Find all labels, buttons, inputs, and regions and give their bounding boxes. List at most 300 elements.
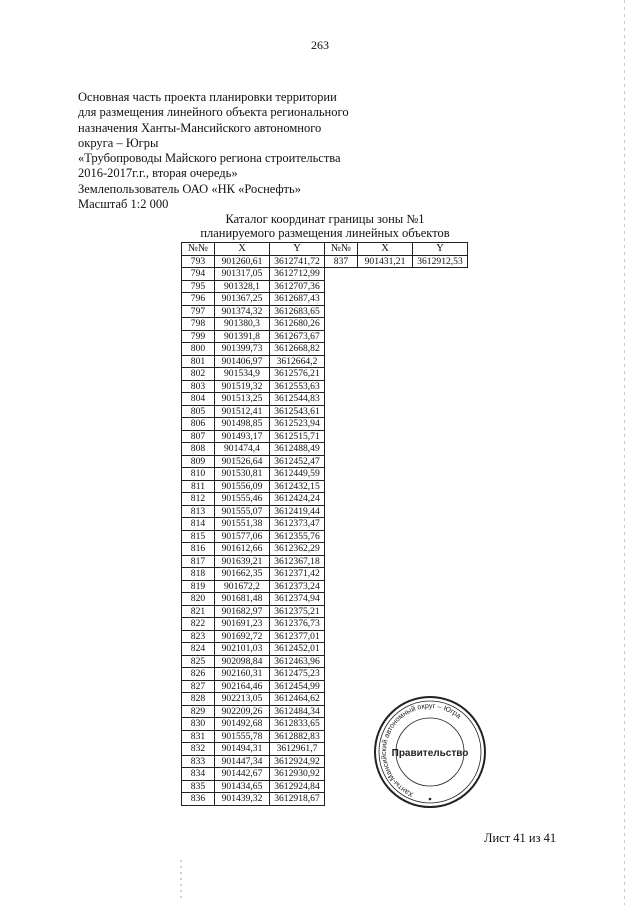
empty-cell <box>413 430 468 443</box>
table-row <box>182 305 468 318</box>
empty-cell <box>358 605 413 618</box>
catalog-title-line-2: планируемого размещения линейных объектов <box>200 226 450 240</box>
empty-cell <box>325 355 358 368</box>
official-seal <box>370 696 490 808</box>
y-coordinate: 3612833,65 <box>270 718 325 731</box>
empty-cell <box>413 268 468 281</box>
point-number: 798 <box>182 318 215 331</box>
table-row <box>182 618 468 631</box>
empty-cell <box>358 280 413 293</box>
table-row <box>182 418 468 431</box>
empty-cell <box>358 305 413 318</box>
point-number: 819 <box>182 580 215 593</box>
point-number: 833 <box>182 755 215 768</box>
x-coordinate: 901612,66 <box>215 543 270 556</box>
empty-cell <box>358 330 413 343</box>
table-row <box>182 393 468 406</box>
x-coordinate: 901474,4 <box>215 443 270 456</box>
point-number: 808 <box>182 443 215 456</box>
empty-cell <box>358 368 413 381</box>
empty-cell <box>358 493 413 506</box>
scan-artifact <box>180 860 182 900</box>
empty-cell <box>358 555 413 568</box>
empty-cell <box>413 480 468 493</box>
y-coordinate: 3612373,24 <box>270 580 325 593</box>
seal-dot <box>429 798 432 801</box>
empty-cell <box>358 580 413 593</box>
header-line: 2016-2017г.г., вторая очередь» <box>78 166 238 181</box>
point-number: 793 <box>182 255 215 268</box>
empty-cell <box>413 455 468 468</box>
column-header-y: Y <box>270 243 325 256</box>
x-coordinate: 901493,17 <box>215 430 270 443</box>
y-coordinate: 3612668,82 <box>270 343 325 356</box>
point-number: 825 <box>182 655 215 668</box>
seal-ring-text: Ханты-Мансийский автономный округ – Югра <box>378 700 464 800</box>
table-row <box>182 268 468 281</box>
x-coordinate: 901555,78 <box>215 730 270 743</box>
point-number: 804 <box>182 393 215 406</box>
empty-cell <box>413 618 468 631</box>
table-row <box>182 455 468 468</box>
y-coordinate: 3612452,47 <box>270 455 325 468</box>
y-coordinate: 3612367,18 <box>270 555 325 568</box>
empty-cell <box>413 505 468 518</box>
empty-cell <box>413 318 468 331</box>
empty-cell <box>413 630 468 643</box>
empty-cell <box>358 380 413 393</box>
header-line: назначения Ханты-Мансийского автономного <box>78 120 322 135</box>
empty-cell <box>413 568 468 581</box>
empty-cell <box>413 393 468 406</box>
empty-cell <box>413 330 468 343</box>
column-header-x-2: X <box>358 243 413 256</box>
empty-cell <box>325 668 358 681</box>
empty-cell <box>325 305 358 318</box>
table-row <box>182 405 468 418</box>
table-row <box>182 505 468 518</box>
empty-cell <box>413 493 468 506</box>
table-row <box>182 343 468 356</box>
empty-cell <box>325 393 358 406</box>
point-number: 830 <box>182 718 215 731</box>
table-row <box>182 643 468 656</box>
x-coordinate: 901406,97 <box>215 355 270 368</box>
y-coordinate: 3612918,67 <box>270 793 325 806</box>
scan-margin-line <box>624 0 625 905</box>
empty-cell <box>325 593 358 606</box>
empty-cell <box>325 443 358 456</box>
table-row <box>182 568 468 581</box>
empty-cell <box>413 355 468 368</box>
x-coordinate: 901492,68 <box>215 718 270 731</box>
table-row <box>182 593 468 606</box>
x-coordinate: 902213,05 <box>215 693 270 706</box>
x-coordinate: 901556,09 <box>215 480 270 493</box>
y-coordinate: 3612463,96 <box>270 655 325 668</box>
header-line: округа – Югры <box>78 135 159 150</box>
y-coordinate: 3612419,44 <box>270 505 325 518</box>
x-coordinate: 901513,25 <box>215 393 270 406</box>
x-coordinate: 901328,1 <box>215 280 270 293</box>
empty-cell <box>358 430 413 443</box>
empty-cell <box>325 430 358 443</box>
point-number-2: 837 <box>325 255 358 268</box>
point-number: 794 <box>182 268 215 281</box>
empty-cell <box>358 480 413 493</box>
x-coordinate: 901682,97 <box>215 605 270 618</box>
y-coordinate: 3612488,49 <box>270 443 325 456</box>
empty-cell <box>325 280 358 293</box>
empty-cell <box>358 343 413 356</box>
y-coordinate: 3612377,01 <box>270 630 325 643</box>
y-coordinate: 3612576,21 <box>270 368 325 381</box>
empty-cell <box>413 443 468 456</box>
empty-cell <box>413 405 468 418</box>
table-row <box>182 355 468 368</box>
column-header-y-2: Y <box>413 243 468 256</box>
x-coordinate-2: 901431,21 <box>358 255 413 268</box>
point-number: 829 <box>182 705 215 718</box>
x-coordinate: 901555,46 <box>215 493 270 506</box>
point-number: 824 <box>182 643 215 656</box>
empty-cell <box>325 793 358 806</box>
point-number: 823 <box>182 630 215 643</box>
y-coordinate: 3612673,67 <box>270 330 325 343</box>
y-coordinate: 3612373,47 <box>270 518 325 531</box>
x-coordinate: 901442,67 <box>215 768 270 781</box>
empty-cell <box>358 655 413 668</box>
x-coordinate: 901662,35 <box>215 568 270 581</box>
y-coordinate: 3612355,76 <box>270 530 325 543</box>
table-row <box>182 430 468 443</box>
empty-cell <box>358 293 413 306</box>
empty-cell <box>413 468 468 481</box>
point-number: 821 <box>182 605 215 618</box>
empty-cell <box>325 318 358 331</box>
empty-cell <box>413 580 468 593</box>
empty-cell <box>413 543 468 556</box>
table-row <box>182 518 468 531</box>
empty-cell <box>413 555 468 568</box>
point-number: 796 <box>182 293 215 306</box>
x-coordinate: 901399,73 <box>215 343 270 356</box>
x-coordinate: 902160,31 <box>215 668 270 681</box>
table-row <box>182 668 468 681</box>
x-coordinate: 901691,23 <box>215 618 270 631</box>
seal-center-text: Правительство <box>391 748 469 759</box>
table-row <box>182 680 468 693</box>
empty-cell <box>325 568 358 581</box>
empty-cell <box>358 318 413 331</box>
point-number: 809 <box>182 455 215 468</box>
y-coordinate: 3612484,34 <box>270 705 325 718</box>
y-coordinate: 3612464,62 <box>270 693 325 706</box>
catalog-title <box>180 212 470 240</box>
table-row <box>182 330 468 343</box>
sheet-label: Лист 41 из 41 <box>484 831 557 845</box>
y-coordinate: 3612374,94 <box>270 593 325 606</box>
y-coordinate: 3612712,99 <box>270 268 325 281</box>
x-coordinate: 901519,32 <box>215 380 270 393</box>
y-coordinate: 3612961,7 <box>270 743 325 756</box>
empty-cell <box>358 568 413 581</box>
empty-cell <box>413 655 468 668</box>
empty-cell <box>325 543 358 556</box>
empty-cell <box>358 443 413 456</box>
empty-cell <box>358 593 413 606</box>
x-coordinate: 902164,46 <box>215 680 270 693</box>
y-coordinate: 3612882,83 <box>270 730 325 743</box>
point-number: 801 <box>182 355 215 368</box>
x-coordinate: 901672,2 <box>215 580 270 593</box>
empty-cell <box>358 680 413 693</box>
table-row <box>182 480 468 493</box>
empty-cell <box>325 518 358 531</box>
empty-cell <box>358 418 413 431</box>
empty-cell <box>413 680 468 693</box>
y-coordinate: 3612475,23 <box>270 668 325 681</box>
empty-cell <box>358 268 413 281</box>
empty-cell <box>325 630 358 643</box>
empty-cell <box>413 593 468 606</box>
point-number: 817 <box>182 555 215 568</box>
x-coordinate: 902101,03 <box>215 643 270 656</box>
empty-cell <box>413 343 468 356</box>
y-coordinate: 3612664,2 <box>270 355 325 368</box>
point-number: 826 <box>182 668 215 681</box>
empty-cell <box>325 380 358 393</box>
x-coordinate: 901260,61 <box>215 255 270 268</box>
empty-cell <box>413 530 468 543</box>
point-number: 831 <box>182 730 215 743</box>
x-coordinate: 901494,31 <box>215 743 270 756</box>
empty-cell <box>325 680 358 693</box>
table-row <box>182 655 468 668</box>
empty-cell <box>358 518 413 531</box>
empty-cell <box>358 355 413 368</box>
point-number: 816 <box>182 543 215 556</box>
y-coordinate: 3612930,92 <box>270 768 325 781</box>
empty-cell <box>325 643 358 656</box>
empty-cell <box>358 643 413 656</box>
x-coordinate: 902209,26 <box>215 705 270 718</box>
empty-cell <box>358 530 413 543</box>
header-line: Основная часть проекта планировки территории <box>78 90 337 104</box>
x-coordinate: 902098,84 <box>215 655 270 668</box>
table-row <box>182 380 468 393</box>
empty-cell <box>413 305 468 318</box>
header-line: для размещения линейного объекта регионального <box>78 105 349 120</box>
point-number: 811 <box>182 480 215 493</box>
document-header <box>78 90 349 212</box>
empty-cell <box>325 618 358 631</box>
empty-cell <box>325 755 358 768</box>
y-coordinate: 3612362,29 <box>270 543 325 556</box>
empty-cell <box>413 280 468 293</box>
x-coordinate: 901530,81 <box>215 468 270 481</box>
column-header-x: X <box>215 243 270 256</box>
empty-cell <box>325 730 358 743</box>
column-header-number: №№ <box>182 243 215 256</box>
empty-cell <box>325 330 358 343</box>
table-row <box>182 293 468 306</box>
x-coordinate: 901317,05 <box>215 268 270 281</box>
point-number: 836 <box>182 793 215 806</box>
table-row <box>182 468 468 481</box>
empty-cell <box>325 605 358 618</box>
point-number: 815 <box>182 530 215 543</box>
empty-cell <box>358 505 413 518</box>
empty-cell <box>413 418 468 431</box>
empty-cell <box>358 393 413 406</box>
x-coordinate: 901498,85 <box>215 418 270 431</box>
empty-cell <box>358 455 413 468</box>
empty-cell <box>325 530 358 543</box>
point-number: 797 <box>182 305 215 318</box>
empty-cell <box>325 455 358 468</box>
table-row <box>182 443 468 456</box>
y-coordinate: 3612680,26 <box>270 318 325 331</box>
x-coordinate: 901555,07 <box>215 505 270 518</box>
empty-cell <box>358 543 413 556</box>
empty-cell <box>325 655 358 668</box>
point-number: 822 <box>182 618 215 631</box>
table-row <box>182 605 468 618</box>
empty-cell <box>325 468 358 481</box>
empty-cell <box>358 630 413 643</box>
y-coordinate: 3612544,83 <box>270 393 325 406</box>
point-number: 835 <box>182 780 215 793</box>
y-coordinate: 3612523,94 <box>270 418 325 431</box>
empty-cell <box>325 693 358 706</box>
y-coordinate: 3612543,61 <box>270 405 325 418</box>
y-coordinate: 3612741,72 <box>270 255 325 268</box>
empty-cell <box>325 418 358 431</box>
point-number: 803 <box>182 380 215 393</box>
column-header-number-2: №№ <box>325 243 358 256</box>
point-number: 805 <box>182 405 215 418</box>
point-number: 806 <box>182 418 215 431</box>
empty-cell <box>325 293 358 306</box>
empty-cell <box>325 493 358 506</box>
x-coordinate: 901639,21 <box>215 555 270 568</box>
y-coordinate: 3612454,99 <box>270 680 325 693</box>
empty-cell <box>325 268 358 281</box>
table-row <box>182 318 468 331</box>
y-coordinate: 3612553,63 <box>270 380 325 393</box>
point-number: 820 <box>182 593 215 606</box>
empty-cell <box>325 555 358 568</box>
empty-cell <box>325 580 358 593</box>
y-coordinate: 3612452,01 <box>270 643 325 656</box>
point-number: 818 <box>182 568 215 581</box>
y-coordinate: 3612371,42 <box>270 568 325 581</box>
y-coordinate: 3612449,59 <box>270 468 325 481</box>
point-number: 802 <box>182 368 215 381</box>
table-row <box>182 630 468 643</box>
empty-cell <box>413 518 468 531</box>
page-number: 263 <box>311 38 329 52</box>
empty-cell <box>325 505 358 518</box>
point-number: 827 <box>182 680 215 693</box>
empty-cell <box>325 405 358 418</box>
empty-cell <box>413 605 468 618</box>
catalog-title-line-1: Каталог координат границы зоны №1 <box>225 212 425 226</box>
empty-cell <box>413 368 468 381</box>
empty-cell <box>325 780 358 793</box>
x-coordinate: 901681,48 <box>215 593 270 606</box>
table-row <box>182 555 468 568</box>
y-coordinate: 3612683,65 <box>270 305 325 318</box>
empty-cell <box>358 618 413 631</box>
table-row <box>182 580 468 593</box>
empty-cell <box>413 380 468 393</box>
header-line: Масштаб 1:2 000 <box>78 197 169 212</box>
y-coordinate: 3612375,21 <box>270 605 325 618</box>
y-coordinate-2: 3612912,53 <box>413 255 468 268</box>
table-header-row <box>182 243 468 256</box>
point-number: 800 <box>182 343 215 356</box>
table-row <box>182 543 468 556</box>
point-number: 812 <box>182 493 215 506</box>
x-coordinate: 901374,32 <box>215 305 270 318</box>
point-number: 799 <box>182 330 215 343</box>
table-row <box>182 255 468 268</box>
x-coordinate: 901380,3 <box>215 318 270 331</box>
x-coordinate: 901391,8 <box>215 330 270 343</box>
point-number: 813 <box>182 505 215 518</box>
table-row <box>182 280 468 293</box>
table-row <box>182 530 468 543</box>
empty-cell <box>325 705 358 718</box>
empty-cell <box>413 668 468 681</box>
x-coordinate: 901551,38 <box>215 518 270 531</box>
x-coordinate: 901439,32 <box>215 793 270 806</box>
y-coordinate: 3612707,36 <box>270 280 325 293</box>
x-coordinate: 901447,34 <box>215 755 270 768</box>
header-line: Землепользователь ОАО «НК «Роснефть» <box>78 181 301 196</box>
x-coordinate: 901434,65 <box>215 780 270 793</box>
empty-cell <box>413 643 468 656</box>
table-row <box>182 493 468 506</box>
y-coordinate: 3612515,71 <box>270 430 325 443</box>
point-number: 807 <box>182 430 215 443</box>
x-coordinate: 901534,9 <box>215 368 270 381</box>
x-coordinate: 901577,06 <box>215 530 270 543</box>
empty-cell <box>325 343 358 356</box>
y-coordinate: 3612687,43 <box>270 293 325 306</box>
point-number: 795 <box>182 280 215 293</box>
empty-cell <box>325 368 358 381</box>
y-coordinate: 3612376,73 <box>270 618 325 631</box>
empty-cell <box>358 468 413 481</box>
point-number: 834 <box>182 768 215 781</box>
empty-cell <box>358 405 413 418</box>
y-coordinate: 3612432,15 <box>270 480 325 493</box>
table-row <box>182 368 468 381</box>
x-coordinate: 901526,64 <box>215 455 270 468</box>
y-coordinate: 3612424,24 <box>270 493 325 506</box>
point-number: 810 <box>182 468 215 481</box>
point-number: 828 <box>182 693 215 706</box>
empty-cell <box>325 480 358 493</box>
empty-cell <box>325 768 358 781</box>
x-coordinate: 901692,72 <box>215 630 270 643</box>
empty-cell <box>325 743 358 756</box>
x-coordinate: 901367,25 <box>215 293 270 306</box>
x-coordinate: 901512,41 <box>215 405 270 418</box>
